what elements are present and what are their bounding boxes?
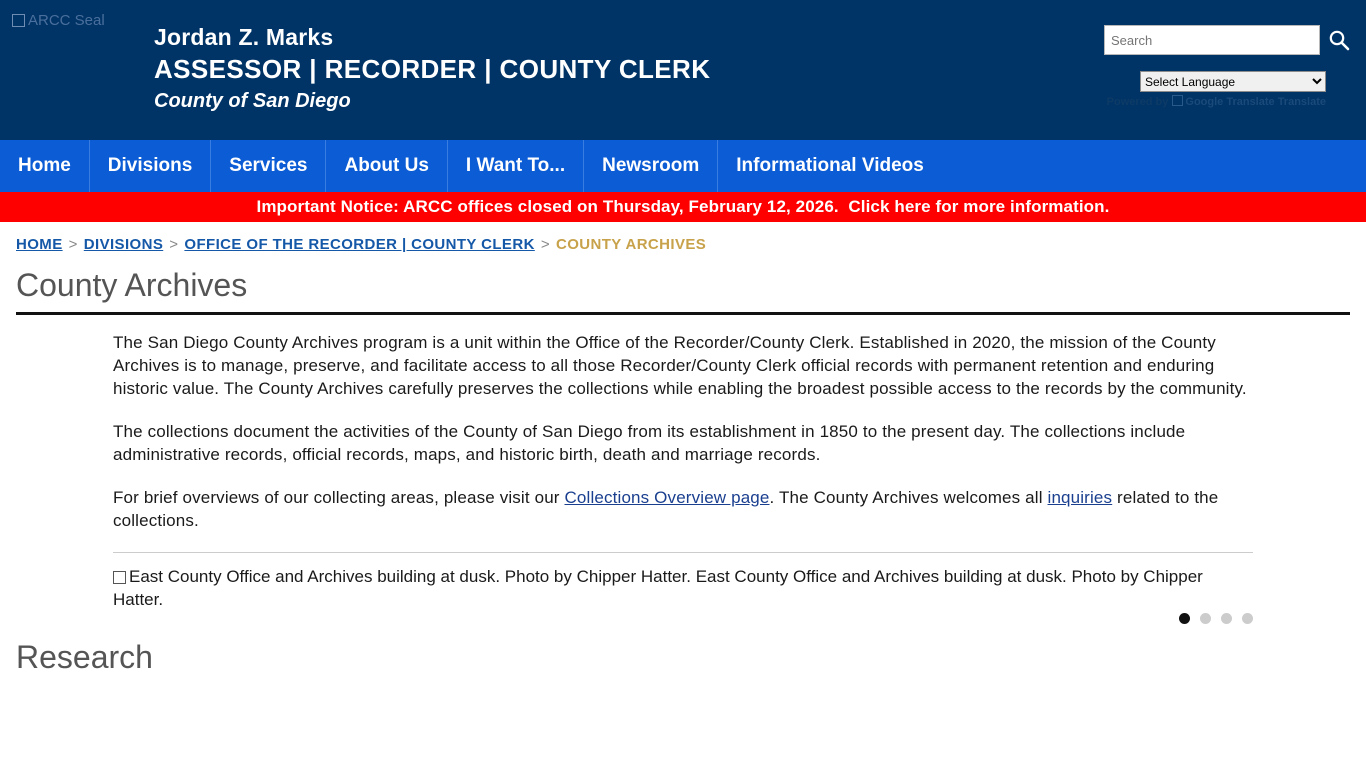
breadcrumb-item-home[interactable]: HOME xyxy=(16,236,63,253)
broken-image-icon xyxy=(12,14,25,27)
nav-item-home[interactable]: Home xyxy=(0,140,90,192)
carousel-image xyxy=(113,565,1253,611)
google-translate-image xyxy=(1172,96,1326,108)
powered-by-label: Powered by xyxy=(1106,96,1169,108)
office-role-title: ASSESSOR | RECORDER | COUNTY CLERK xyxy=(154,54,711,84)
nav-item-informational-videos[interactable]: Informational Videos xyxy=(736,155,924,176)
image-carousel xyxy=(113,565,1253,611)
carousel-dots xyxy=(1179,613,1253,624)
nav-item-newsroom[interactable]: Newsroom xyxy=(584,140,718,192)
collections-paragraph: The collections document the activities of the County of San Diego from its establishment in 1850 to the present day. The collections include administrative records, official records, maps, and historic birth, death and marriage records. xyxy=(113,422,1186,464)
search-icon xyxy=(1328,29,1350,51)
nav-item-divisions[interactable]: Divisions xyxy=(90,140,211,192)
overview-text-before: For brief overviews of our collecting areas, please visit our xyxy=(113,488,565,507)
alert-text: Important Notice: ARCC offices closed on Thursday, February 12, 2026. xyxy=(256,197,839,216)
powered-by-google-translate xyxy=(1107,95,1326,108)
arcc-seal-alt-text: ARCC Seal xyxy=(28,12,105,29)
search-button[interactable] xyxy=(1324,25,1354,55)
language-select[interactable] xyxy=(1140,71,1326,92)
google-translate-alt-text: Google Translate Translate xyxy=(1185,96,1326,108)
carousel-caption: East County Office and Archives building at dusk. Photo by Chipper Hatter. xyxy=(113,567,1203,609)
content-divider xyxy=(113,552,1253,553)
alert-more-info-link[interactable]: Click here for more information. xyxy=(848,197,1110,216)
overview-text-middle: . The County Archives welcomes all xyxy=(769,488,1048,507)
officeholder-name: Jordan Z. Marks xyxy=(154,24,334,50)
breadcrumb-item-county-archives: COUNTY ARCHIVES xyxy=(555,236,707,253)
carousel-dot-3[interactable] xyxy=(1221,613,1232,624)
breadcrumb-separator: > xyxy=(540,236,550,253)
breadcrumb-separator: > xyxy=(68,236,78,253)
carousel-image-alt-text: East County Office and Archives building at dusk. Photo by Chipper Hatter. xyxy=(129,567,691,586)
important-notice-bar xyxy=(0,192,1366,222)
language-selector-area xyxy=(1140,71,1326,92)
overview-paragraph xyxy=(113,486,1253,532)
nav-item-i-want-to[interactable]: I Want To... xyxy=(448,140,584,192)
arcc-seal-image xyxy=(12,12,105,29)
inquiries-link[interactable]: inquiries xyxy=(1047,488,1113,507)
nav-item-services[interactable]: Services xyxy=(211,140,326,192)
broken-image-icon xyxy=(1172,95,1183,106)
carousel-dot-4[interactable] xyxy=(1242,613,1253,624)
county-subtitle: County of San Diego xyxy=(154,90,351,112)
breadcrumb-item-office-of-the-recorder-county-clerk[interactable]: OFFICE OF THE RECORDER | COUNTY CLERK xyxy=(184,236,535,253)
broken-image-icon xyxy=(113,571,126,584)
breadcrumb xyxy=(0,222,1366,261)
section-heading-research: Research xyxy=(16,639,153,675)
search-input[interactable] xyxy=(1104,25,1320,55)
site-header xyxy=(0,0,1366,140)
overview-text-after: related to the collections. xyxy=(113,488,1219,530)
breadcrumb-item-divisions[interactable]: DIVISIONS xyxy=(83,236,164,253)
collections-overview-link[interactable]: Collections Overview page xyxy=(564,488,770,507)
carousel-dot-1[interactable] xyxy=(1179,613,1190,624)
header-title-block xyxy=(154,22,710,116)
intro-paragraph: The San Diego County Archives program is a unit within the Office of the Recorder/County Clerk. Established in 2020, the mission of the County Archives is to manage, preserve, and facilitate access to all those Recorder/County Clerk official records with permanent retention and enduring historic value. The County Archives carefully preserves the collections while enabling the broadest possible access to the records by the community. xyxy=(113,333,1247,398)
search-area xyxy=(1104,25,1354,55)
breadcrumb-separator: > xyxy=(169,236,179,253)
carousel-dot-2[interactable] xyxy=(1200,613,1211,624)
page-content xyxy=(0,315,1253,611)
nav-item-about-us[interactable]: About Us xyxy=(326,140,447,192)
page-title: County Archives xyxy=(16,267,1350,315)
main-navigation xyxy=(0,140,1366,192)
